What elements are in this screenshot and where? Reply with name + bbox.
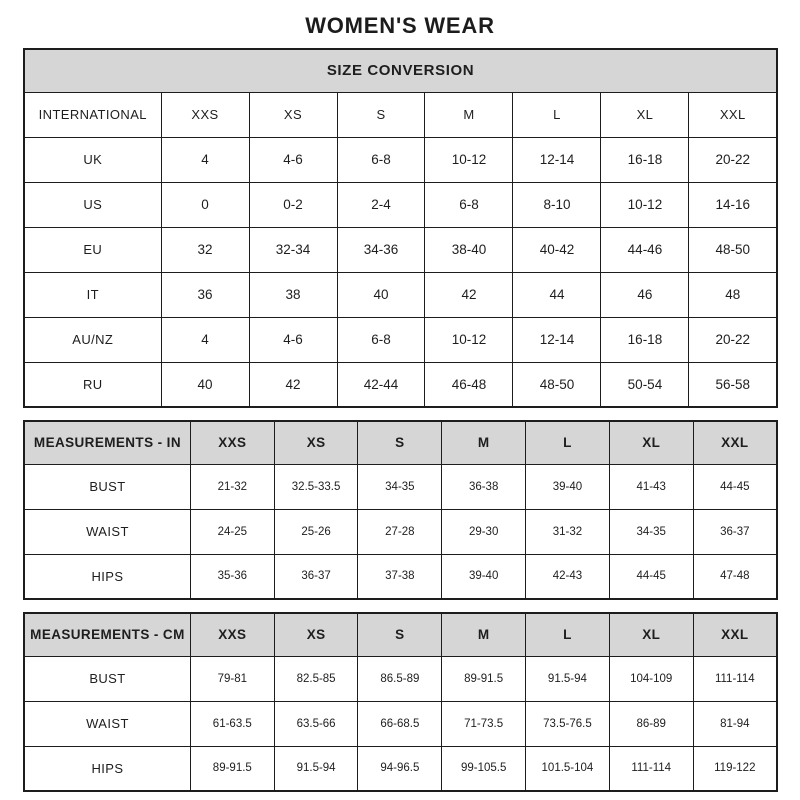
column-header: L (513, 92, 601, 137)
size-value: 48-50 (513, 362, 601, 407)
page-title: WOMEN'S WEAR (305, 13, 495, 38)
measurement-value: 111-114 (693, 656, 777, 701)
measurement-value: 41-43 (609, 464, 693, 509)
row-label: EU (24, 227, 161, 272)
size-value: 48-50 (689, 227, 777, 272)
column-header: S (337, 92, 425, 137)
measurement-value: 66-68.5 (358, 701, 442, 746)
measurement-value: 24-25 (190, 509, 274, 554)
size-value: 14-16 (689, 182, 777, 227)
size-value: 10-12 (425, 137, 513, 182)
measurements-cm-table (23, 612, 778, 792)
measurement-value: 63.5-66 (274, 701, 358, 746)
size-value: 4-6 (249, 317, 337, 362)
measurement-value: 81-94 (693, 701, 777, 746)
size-value: 10-12 (601, 182, 689, 227)
measurements-in-table (23, 420, 778, 600)
size-value: 46-48 (425, 362, 513, 407)
table-row (24, 509, 777, 554)
table-row (24, 227, 777, 272)
column-header: XL (609, 613, 693, 656)
measurement-value: 111-114 (609, 746, 693, 791)
measurement-value: 91.5-94 (526, 656, 610, 701)
row-label: BUST (24, 464, 190, 509)
row-label: AU/NZ (24, 317, 161, 362)
size-value: 38 (249, 272, 337, 317)
column-header-row (24, 421, 777, 464)
row-label: RU (24, 362, 161, 407)
column-header: M (442, 421, 526, 464)
measurement-value: 104-109 (609, 656, 693, 701)
size-value: 2-4 (337, 182, 425, 227)
measurement-value: 82.5-85 (274, 656, 358, 701)
measurement-value: 89-91.5 (190, 746, 274, 791)
column-header: M (442, 613, 526, 656)
row-label: BUST (24, 656, 190, 701)
column-header: XS (274, 421, 358, 464)
table-title: SIZE CONVERSION (24, 49, 777, 92)
measurement-value: 35-36 (190, 554, 274, 599)
size-value: 40 (337, 272, 425, 317)
column-header: L (526, 613, 610, 656)
measurement-value: 36-38 (442, 464, 526, 509)
measurement-value: 39-40 (442, 554, 526, 599)
table-row (24, 317, 777, 362)
column-header: XXS (190, 613, 274, 656)
size-value: 38-40 (425, 227, 513, 272)
column-header: XXL (693, 421, 777, 464)
measurement-value: 44-45 (609, 554, 693, 599)
size-value: 0 (161, 182, 249, 227)
size-value: 4-6 (249, 137, 337, 182)
column-header: XL (601, 92, 689, 137)
measurement-value: 21-32 (190, 464, 274, 509)
measurement-value: 89-91.5 (442, 656, 526, 701)
table-row (24, 182, 777, 227)
column-header: XL (609, 421, 693, 464)
column-header: XXS (190, 421, 274, 464)
column-header: M (425, 92, 513, 137)
column-header: XXS (161, 92, 249, 137)
size-value: 48 (689, 272, 777, 317)
column-header: L (526, 421, 610, 464)
size-value: 4 (161, 317, 249, 362)
size-value: 12-14 (513, 137, 601, 182)
measurement-value: 71-73.5 (442, 701, 526, 746)
table-row (24, 464, 777, 509)
table-title: MEASUREMENTS - IN (24, 421, 190, 464)
size-value: 10-12 (425, 317, 513, 362)
measurement-value: 86.5-89 (358, 656, 442, 701)
measurement-value: 34-35 (609, 509, 693, 554)
measurement-value: 37-38 (358, 554, 442, 599)
size-value: 42-44 (337, 362, 425, 407)
table-row (24, 656, 777, 701)
size-value: 36 (161, 272, 249, 317)
measurement-value: 94-96.5 (358, 746, 442, 791)
size-value: 34-36 (337, 227, 425, 272)
measurement-value: 42-43 (526, 554, 610, 599)
size-value: 56-58 (689, 362, 777, 407)
measurement-value: 73.5-76.5 (526, 701, 610, 746)
table-title-row (24, 49, 777, 92)
table-row (24, 746, 777, 791)
column-header: INTERNATIONAL (24, 92, 161, 137)
column-header: XXL (689, 92, 777, 137)
column-header: S (358, 421, 442, 464)
table-row (24, 554, 777, 599)
measurement-value: 99-105.5 (442, 746, 526, 791)
measurement-value: 29-30 (442, 509, 526, 554)
size-value: 40 (161, 362, 249, 407)
column-header-row (24, 92, 777, 137)
size-value: 20-22 (689, 137, 777, 182)
column-header: XXL (693, 613, 777, 656)
size-value: 6-8 (425, 182, 513, 227)
measurement-value: 36-37 (693, 509, 777, 554)
size-value: 6-8 (337, 317, 425, 362)
measurement-value: 119-122 (693, 746, 777, 791)
measurement-value: 25-26 (274, 509, 358, 554)
size-value: 50-54 (601, 362, 689, 407)
size-value: 44-46 (601, 227, 689, 272)
measurement-value: 79-81 (190, 656, 274, 701)
row-label: US (24, 182, 161, 227)
size-value: 8-10 (513, 182, 601, 227)
size-value: 40-42 (513, 227, 601, 272)
measurement-value: 86-89 (609, 701, 693, 746)
row-label: UK (24, 137, 161, 182)
size-value: 6-8 (337, 137, 425, 182)
size-value: 32 (161, 227, 249, 272)
column-header: S (358, 613, 442, 656)
measurement-value: 39-40 (526, 464, 610, 509)
size-value: 4 (161, 137, 249, 182)
size-value: 12-14 (513, 317, 601, 362)
column-header-row (24, 613, 777, 656)
row-label: IT (24, 272, 161, 317)
size-value: 42 (425, 272, 513, 317)
size-value: 0-2 (249, 182, 337, 227)
measurement-value: 101.5-104 (526, 746, 610, 791)
measurement-value: 47-48 (693, 554, 777, 599)
measurement-value: 91.5-94 (274, 746, 358, 791)
size-value: 42 (249, 362, 337, 407)
table-row (24, 701, 777, 746)
size-value: 16-18 (601, 137, 689, 182)
table-row (24, 137, 777, 182)
row-label: HIPS (24, 554, 190, 599)
column-header: XS (249, 92, 337, 137)
measurement-value: 32.5-33.5 (274, 464, 358, 509)
size-value: 16-18 (601, 317, 689, 362)
measurement-value: 34-35 (358, 464, 442, 509)
table-row (24, 272, 777, 317)
size-conversion-table (23, 48, 778, 408)
table-title: MEASUREMENTS - CM (24, 613, 190, 656)
measurement-value: 61-63.5 (190, 701, 274, 746)
measurement-value: 44-45 (693, 464, 777, 509)
size-value: 20-22 (689, 317, 777, 362)
size-value: 44 (513, 272, 601, 317)
size-value: 32-34 (249, 227, 337, 272)
row-label: WAIST (24, 701, 190, 746)
table-row (24, 362, 777, 407)
measurement-value: 27-28 (358, 509, 442, 554)
row-label: HIPS (24, 746, 190, 791)
row-label: WAIST (24, 509, 190, 554)
size-value: 46 (601, 272, 689, 317)
measurement-value: 31-32 (526, 509, 610, 554)
measurement-value: 36-37 (274, 554, 358, 599)
column-header: XS (274, 613, 358, 656)
